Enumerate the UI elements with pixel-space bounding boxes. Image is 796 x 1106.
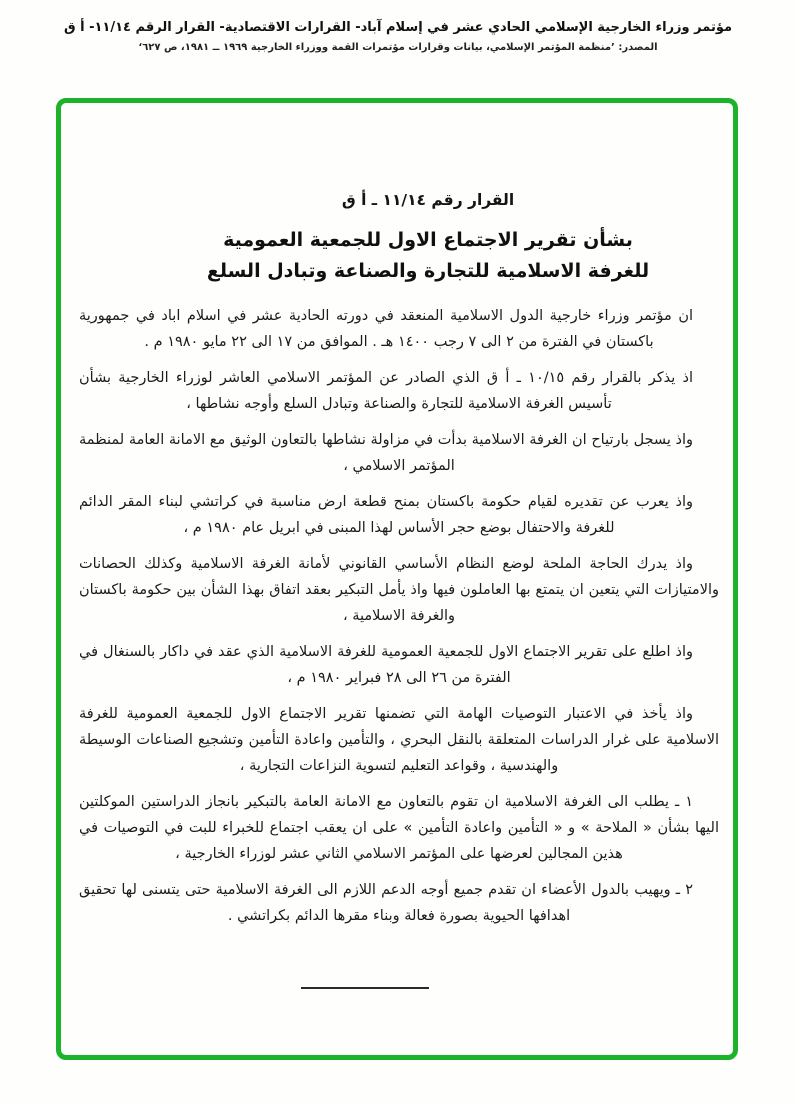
citation-header: [0, 20, 796, 53]
end-rule: [301, 987, 429, 989]
resolution-body: [79, 303, 719, 929]
operative-clause-2: ٢ ـ ويهيب بالدول الأعضاء ان تقدم جميع أوجه الدعم اللازم الى الغرفة الاسلامية حتى يتسنى لها تحقيق اهدافها الحيوية بصورة فعالة وبناء مقرها الدائم بكراتشي .: [79, 882, 693, 924]
document-border-frame: [56, 98, 738, 1060]
preamble-paragraph: واذ يعرب عن تقديره لقيام حكومة باكستان بمنح قطعة ارض مناسبة في كراتشي لبناء المقر الدائم للغرفة والاحتفال بوضع حجر الأساس لهذا المبنى في ابريل عام ١٩٨٠ م ،: [79, 494, 693, 536]
resolution-subject-line-1: بشأن تقرير الاجتماع الاول للجمعية العمومية: [223, 229, 633, 251]
resolution-number-line: القرار رقم ١١/١٤ ـ أ ق: [341, 191, 515, 209]
citation-title: مؤتمر وزراء الخارجية الإسلامي الحادي عشر في إسلام آباد- القرارات الاقتصادية- القرار الرقم ١١/١٤- أ ق: [63, 20, 733, 35]
document-content: [61, 103, 733, 1055]
preamble-paragraph: واذ يأخذ في الاعتبار التوصيات الهامة التي تضمنها تقرير الاجتماع الاول للجمعية العمومية للغرفة الاسلامية على غرار الدراسات المتعلقة بالنقل البحري ، والتأمين واعادة التأمين وتشجيع الصناعات الوسيطة والهندسية ، وقواعد التعليم لتسوية النزاعات التجارية ،: [79, 706, 719, 774]
preamble-paragraph: واذ يسجل بارتياح ان الغرفة الاسلامية بدأت في مزاولة نشاطها بالتعاون الوثيق مع الامانة العامة لمنظمة المؤتمر الاسلامي ،: [79, 432, 693, 474]
preamble-paragraph: ان مؤتمر وزراء خارجية الدول الاسلامية المنعقد في دورته الحادية عشر في اسلام اباد في جمهورية باكستان في الفترة من ٢ الى ٧ رجب ١٤٠٠ هـ . الموافق من ١٧ الى ٢٢ مايو ١٩٨٠ م .: [79, 308, 693, 350]
operative-clause-1: ١ ـ يطلب الى الغرفة الاسلامية ان تقوم بالتعاون مع الامانة العامة بالتبكير بانجاز الدراستين الموكلتين اليها بشأن « الملاحة » و « التأمين واعادة التأمين » على ان يعقب اجتماع للخبراء للبت في التوصيات في هذين المجالين لعرضها على المؤتمر الاسلامي الثاني عشر لوزراء الخارجية ،: [79, 794, 719, 862]
citation-source: المصدر: ’منظمة المؤتمر الإسلامي، بيانات وقرارات مؤتمرات القمة ووزراء الخارجية ١٩٦٩ ــ ١٩٨١، ص ٦٢٧‘: [138, 42, 658, 53]
preamble-paragraph: واذ اطلع على تقرير الاجتماع الاول للجمعية العمومية للغرفة الاسلامية الذي عقد في داكار بالسنغال في الفترة من ٢٦ الى ٢٨ فبراير ١٩٨٠ م ،: [79, 644, 693, 686]
preamble-paragraph: واذ يدرك الحاجة الملحة لوضع النظام الأساسي القانوني لأمانة الغرفة الاسلامية وكذلك الحصانات والامتيازات التي يتعين ان يتمتع بها العاملون فيها واذ يأمل التبكير بعقد اتفاق بهذا الشأن بين حكومة باكستان والغرفة الاسلامية ،: [79, 556, 719, 624]
preamble-paragraph: اذ يذكر بالقرار رقم ١٠/١٥ ـ أ ق الذي الصادر عن المؤتمر الاسلامي العاشر لوزراء الخارجية بشأن تأسيس الغرفة الاسلامية للتجارة والصناعة وتبادل السلع وأوجه نشاطها ،: [79, 370, 693, 412]
resolution-subject-line-2: للغرفة الاسلامية للتجارة والصناعة وتبادل السلع: [206, 260, 650, 282]
resolution-title-block: [79, 191, 719, 287]
